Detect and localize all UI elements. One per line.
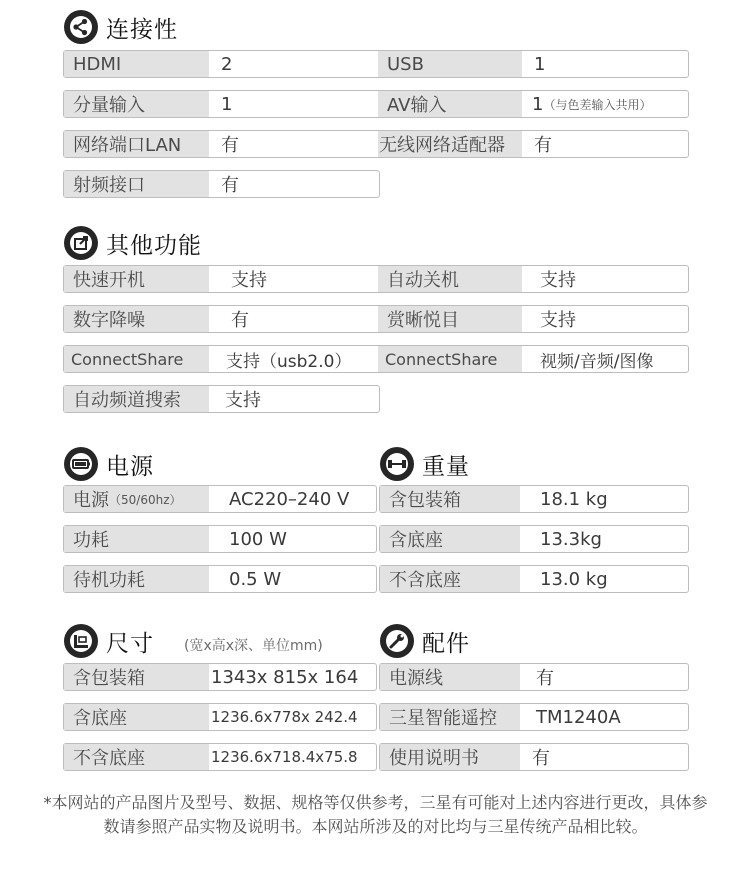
spec-value: 13.3kg <box>540 528 602 550</box>
spec-value: 18.1 kg <box>540 488 608 510</box>
section-title: 配件 <box>422 630 470 657</box>
spec-label: 数字降噪 <box>64 306 209 332</box>
spec-value: 视频/音频/图像 <box>540 351 654 372</box>
spec-row <box>63 663 377 691</box>
disclaimer-footnote: *本网站的产品图片及型号、数据、规格等仅供参考，三星有可能对上述内容进行更改，具体参数请参照产品实物及说明书。本网站所涉及的对比均与三星传统产品相比较。 <box>43 793 708 836</box>
spec-row <box>63 345 689 373</box>
spec-value: 有 <box>221 135 239 156</box>
spec-row <box>63 305 689 333</box>
spec-row <box>63 50 689 78</box>
spec-value-note: （与色差输入共用） <box>543 97 652 112</box>
spec-row <box>379 485 689 513</box>
spec-label: AV输入 <box>378 91 522 117</box>
section-size-header <box>64 622 323 660</box>
spec-label: 电源线 <box>380 664 520 690</box>
spec-label: USB <box>378 51 522 77</box>
spec-value: 1 <box>534 53 546 75</box>
spec-label: 功耗 <box>64 526 209 552</box>
spec-label: ConnectShare <box>378 346 522 372</box>
spec-label: ConnectShare <box>64 346 209 372</box>
section-power-header <box>64 445 154 483</box>
spec-label-text: 电源 <box>73 490 109 511</box>
spec-row <box>379 565 689 593</box>
spec-value: 有 <box>534 135 552 156</box>
spec-label: 自动关机 <box>378 266 522 292</box>
section-title: 重量 <box>422 453 470 480</box>
spec-label: 使用说明书 <box>380 744 520 770</box>
spec-row <box>63 485 377 513</box>
spec-value: AC220–240 V <box>229 488 350 510</box>
section-accessories-header <box>380 622 470 660</box>
spec-label: 含包装箱 <box>380 486 520 512</box>
spec-row <box>63 170 380 198</box>
spec-label: 快速开机 <box>64 266 209 292</box>
spec-label-note: （50/60hz） <box>109 492 182 507</box>
spec-label: 射频接口 <box>64 171 209 197</box>
dumbbell-icon <box>380 447 414 481</box>
spec-row <box>63 743 377 771</box>
section-title: 尺寸 <box>106 630 154 657</box>
spec-value: 有 <box>221 175 239 196</box>
spec-row <box>379 663 689 691</box>
wrench-icon <box>380 624 414 658</box>
ruler-icon <box>64 624 98 658</box>
section-connectivity-header <box>64 8 178 46</box>
spec-value: 2 <box>221 53 233 75</box>
spec-row <box>63 385 380 413</box>
section-title: 其他功能 <box>106 232 202 259</box>
spec-label: HDMI <box>64 51 209 77</box>
spec-value: 1236.6x718.4x75.8 <box>211 748 358 766</box>
spec-label: 三星智能遥控 <box>380 704 520 730</box>
spec-row <box>63 265 689 293</box>
spec-value: 1236.6x778x 242.4 <box>211 708 358 726</box>
spec-value: 支持（usb2.0） <box>226 351 352 372</box>
spec-label: 赏晰悦目 <box>378 306 522 332</box>
spec-label: 不含底座 <box>380 566 520 592</box>
spec-value: 1343x 815x 164 <box>211 666 359 688</box>
spec-value-text: 1 <box>532 93 544 115</box>
spec-row <box>63 525 377 553</box>
spec-row <box>63 703 377 731</box>
spec-row <box>63 90 689 118</box>
section-title: 电源 <box>106 453 154 480</box>
spec-row <box>63 565 377 593</box>
spec-label: 不含底座 <box>64 744 209 770</box>
spec-value: 0.5 W <box>229 568 282 590</box>
section-note: (宽x高x深、单位mm) <box>184 638 323 654</box>
export-icon <box>64 226 98 260</box>
spec-row <box>379 743 689 771</box>
section-other-header <box>64 224 202 262</box>
spec-label: 含底座 <box>64 704 209 730</box>
spec-label: 网络端口LAN <box>64 131 209 157</box>
spec-value <box>522 91 688 117</box>
spec-label: 自动频道搜索 <box>64 386 209 412</box>
spec-value: 13.0 kg <box>540 568 608 590</box>
section-weight-header <box>380 445 470 483</box>
spec-row <box>63 130 689 158</box>
battery-icon <box>64 447 98 481</box>
spec-value: 支持 <box>225 390 261 411</box>
spec-label: 分量输入 <box>64 91 209 117</box>
spec-value: 有 <box>231 310 249 331</box>
spec-value: 支持 <box>540 270 576 291</box>
spec-label: 待机功耗 <box>64 566 209 592</box>
spec-value: TM1240A <box>536 706 621 728</box>
section-title: 连接性 <box>106 16 178 43</box>
share-icon <box>64 10 98 44</box>
spec-value: 有 <box>532 748 550 769</box>
spec-value: 100 W <box>229 528 287 550</box>
spec-label: 无线网络适配器 <box>378 131 522 157</box>
spec-row <box>379 703 689 731</box>
spec-value: 1 <box>221 93 233 115</box>
spec-value: 支持 <box>231 270 267 291</box>
spec-label <box>64 486 209 512</box>
spec-label: 含底座 <box>380 526 520 552</box>
spec-value: 支持 <box>540 310 576 331</box>
spec-label: 含包装箱 <box>64 664 209 690</box>
spec-row <box>379 525 689 553</box>
spec-value: 有 <box>536 668 554 689</box>
